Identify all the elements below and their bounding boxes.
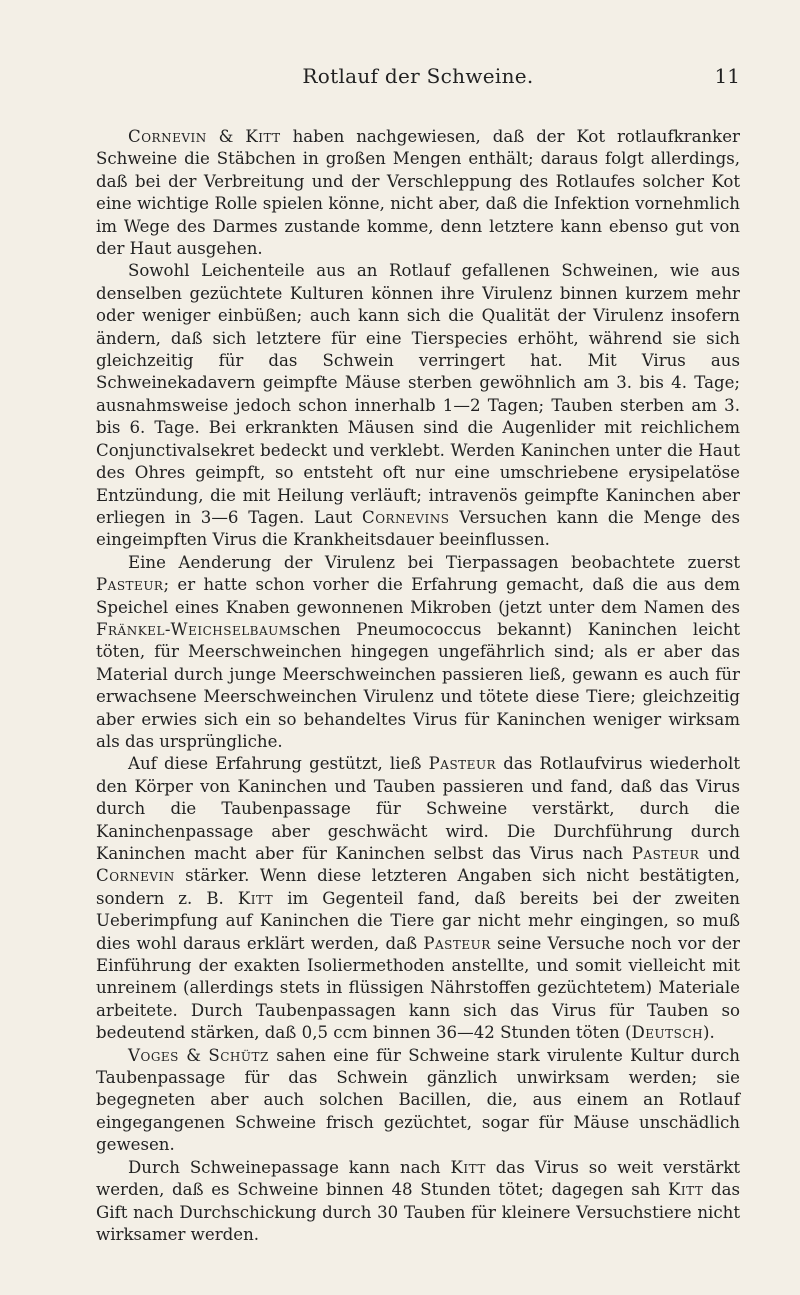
paragraph: [96, 126, 740, 260]
author-name: Cornevin: [96, 866, 175, 886]
paragraph: [96, 753, 740, 1044]
author-name: Schütz: [208, 1045, 269, 1065]
author-name: Deutsch: [631, 1023, 704, 1043]
paragraph: [96, 552, 740, 754]
author-name: Kitt: [237, 888, 274, 908]
author-name: Pasteur: [423, 933, 491, 953]
author-name: Weichselbaum: [170, 619, 292, 639]
page-number: 11: [714, 64, 740, 88]
author-name: Pasteur: [631, 844, 700, 863]
text-run: haben nachgewiesen, daß der Kot rotlaufkranker Schweine die Stäbchen in großen Mengen enthält; daraus folgt allerdings, daß bei der Verbreitung und der Verschleppung des Rotlaufes solcher Kot eine wichtige Rolle spielen könne, nicht aber, daß die Infektion vornehmlich im Wege des Darmes zustande komme, denn letztere kann ebenso gut von der Haut ausgehen.: [96, 127, 740, 259]
text-run: Versuchen kann die Menge des eingeimpften Virus die Krankheitsdauer beeinflussen.: [96, 507, 740, 550]
author-name: Kitt: [667, 1180, 704, 1200]
paragraph: [96, 1045, 740, 1157]
author-name: Fränkel: [96, 619, 165, 639]
text-run: schen Pneumococcus bekannt) Kaninchen leicht töten, für Meerschweinchen hingegen ungefährlich sind; als er aber das Material durch junge Meerschweinchen passieren ließ, gewann es auch für erwachsene Meerschweinchen Virulenz und tötete diese Tiere; gleichzeitig aber erwies sich ein so behandeltes Virus für Kaninchen weniger wirksam als das ursprüngliche.: [96, 619, 740, 751]
body-text: [96, 126, 740, 1246]
text-run: das Gift nach Durchschickung durch 30 Tauben für kleinere Versuchstiere nicht wirksamer werden.: [96, 1180, 740, 1244]
text-run: Auf diese Erfahrung gestützt, ließ: [128, 754, 429, 774]
text-run: und: [699, 844, 740, 863]
text-run: &: [206, 127, 246, 146]
text-run: stärker. Wenn diese letzteren Angaben sich nicht bestätigten, sondern z. B.: [96, 866, 740, 908]
paragraph: [96, 260, 740, 551]
author-name: Voges: [128, 1045, 179, 1065]
text-run: seine Versuche noch vor der Einführung der exakten Isoliermethoden anstellte, und somit vielleicht mit unreinem (allerdings stets in flüssigen Nährstoffen gezüchtetem) Materiale arbeitete. Durch Taubenpassagen kann sich das Virus für Tauben so bedeutend stärken, daß 0,5 ccm binnen 36—42 Stunden töten (: [96, 933, 740, 1043]
author-name: Pasteur: [96, 575, 164, 595]
author-name: Pasteur: [428, 754, 497, 774]
text-run: &: [178, 1045, 209, 1065]
paragraph: [96, 1157, 740, 1247]
text-run: im Gegenteil fand, daß bereits bei der zweiten Ueberimpfung auf Kaninchen die Tiere gar nicht mehr eingingen, so muß dies wohl daraus erklärt werden, daß: [96, 888, 740, 953]
author-name: Cornevins: [362, 507, 450, 527]
text-run: Sowohl Leichenteile aus an Rotlauf gefallenen Schweinen, wie aus denselben gezüchtete Kulturen können ihre Virulenz binnen kurzem mehr oder weniger einbüßen; auch kann sich die Qualität der Virulenz insofern ändern, daß sich letztere für eine Tierspecies erhöht, während sie sich gleichzeitig für das Schwein verringert hat. Mit Virus aus Schweinekadavern geimpfte Mäuse sterben gewöhnlich am 3. bis 4. Tage; ausnahmsweise jedoch schon innerhalb 1—2 Tagen; Tauben sterben am 3. bis 6. Tage. Bei erkrankten Mäusen sind die Augenlider mit reichlichem Conjunctivalsekret bedeckt und verklebt. Werden Kaninchen unter die Haut des Ohres geimpft, so entsteht oft nur eine umschriebene erysipelatöse Entzündung, die mit Heilung verläuft; intravenös geimpfte Kaninchen aber erliegen in 3—6 Tagen. Laut: [96, 261, 740, 527]
running-head: [96, 64, 740, 92]
text-run: das Rotlaufvirus wiederholt den Körper von Kaninchen und Tauben passieren und fand, daß das Virus durch die Taubenpassage für Schweine verstärkt, durch die Kaninchenpassage aber geschwächt wird. Die Durchführung durch Kaninchen macht aber für Kaninchen selbst das Virus nach: [96, 754, 740, 863]
text-run: Eine Aenderung der Virulenz bei Tierpassagen beobachtete zuerst: [128, 552, 740, 572]
text-run: Durch Schweinepassage kann nach: [128, 1157, 451, 1177]
text-run: sahen eine für Schweine stark virulente Kultur durch Taubenpassage für das Schwein gänzlich unwirksam werden; sie begegneten aber auch solchen Bacillen, die, aus einem an Rotlauf eingegangenen Schweine frisch gezüchtet, sogar für Mäuse unschädlich gewesen.: [96, 1045, 740, 1155]
text-run: ).: [703, 1023, 715, 1043]
text-run: ; er hatte schon vorher die Erfahrung gemacht, daß die aus dem Speichel eines Knaben gewonnenen Mikroben (jetzt unter dem Namen des: [96, 575, 740, 617]
text-run: -: [164, 619, 171, 639]
running-title: Rotlauf der Schweine.: [302, 64, 534, 88]
text-run: das Virus so weit verstärkt werden, daß es Schweine binnen 48 Stunden tötet; dagegen sah: [96, 1157, 740, 1200]
author-name: Kitt: [450, 1157, 486, 1177]
author-name: Cornevin: [128, 127, 207, 146]
author-name: Kitt: [245, 127, 281, 146]
